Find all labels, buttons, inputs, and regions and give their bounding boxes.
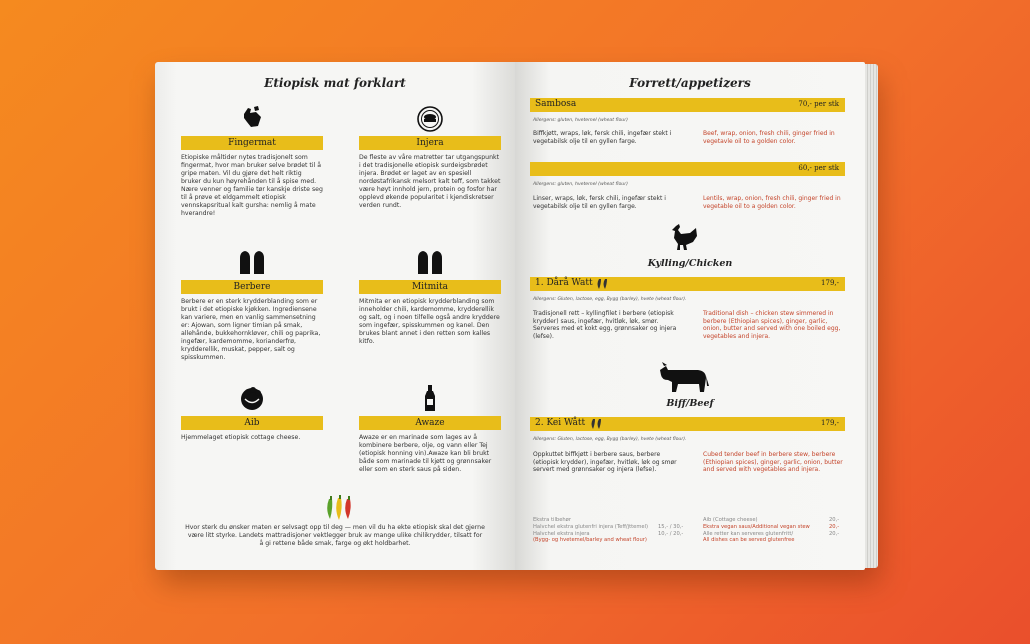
extras-row [703,531,843,538]
dish-desc-no: Linser, wraps, løk, fersk chili, ingefær stekt i vegetabilsk olje til en gyllen farge. [533,195,666,210]
injera-plate-icon [416,104,444,132]
extras-right [703,517,843,544]
extras-label: Halvchel ekstra glutenfri injera (Teff/jttemel) [533,523,649,530]
extras-label: Ekstra vegan saus/Additional vegan stew [703,523,810,530]
dish-name: Sambosa [535,99,577,109]
dish-desc-no: Biffkjøtt, wraps, løk, fersk chili, ingefær stekt i vegetabilsk olje til en gyllen farge. [533,130,672,145]
extras-label: (Bygg- og hvetemel/barley and wheat flour) [533,537,647,544]
item-injera [359,104,501,210]
item-desc: Berbere er en sterk krydderblanding som er brukt i det etiopiske kjøkken. Ingrediensene kan variere, men en vanlig sammensetning er: Ajowan, som ligner timian på smak, allehånde, bukkehornkløver, chili og paprika, ingefær, kardemomme, korianderfrø, krydderellik, muskat, pepper, salt og spisskummen. [181,298,321,361]
left-page [155,62,515,570]
dish-bar-sambosa [530,98,845,112]
extras-price: 10,- / 20,- [658,530,684,537]
extras-row [703,537,843,544]
item-title: Berbere [181,280,323,294]
allergen-text: Allergens: gluten, hvetemel (wheat flour) [533,118,628,123]
item-title: Awaze [359,416,501,430]
item-desc: Awaze er en marinade som lages av å kombinere berbere, olje, og vann eller Tej (etiopisk honning vin).Awaze kan bli brukt både som marinade til kjøtt og grønnsaker eller som en sterk saus på siden. [359,434,492,473]
allergen-text: Allergens: Gluten, lactose, egg, Bygg (barley), hvete (wheat flour). [533,297,687,302]
extras-price: 20,- [829,523,840,530]
item-mitmita [359,248,501,346]
chicken-icon [668,222,700,252]
extras-row [533,531,693,538]
section-title-chicken: Kylling/Chicken [647,258,733,269]
dish-desc-en: Traditional dish – chicken stew simmered in berbere (Ethiopian spices), ginger, garlic, onion, butter and served with one boiled egg, vegetables and injera. [703,310,841,340]
extras-row [533,524,693,531]
item-title: Fingermat [181,136,323,150]
right-page [515,62,865,570]
bull-icon [658,362,710,394]
extras-row [533,517,693,524]
dish-price: 70,- per stk [798,100,839,108]
dish-bar-kei [530,417,845,431]
extras-row [703,524,843,531]
dish-price: 179,- [821,419,839,427]
spicy-icon [590,418,604,430]
extras-price: 15,- / 30,- [658,523,684,530]
right-page-title: Forrett/appetizers [629,76,751,90]
extras-price: 20,- [829,517,840,523]
extras-label: Ekstra tilbehør [533,517,571,523]
item-desc: Mitmita er en etiopisk krydderblanding som inneholder chili, kardemomme, krydderellik og salt, og i noen tilfelle også andre kryddere som ingefær, spisskummen og kanel. Den brukes blant annet i den retten som kalles kitfo. [359,298,500,345]
item-fingermat [181,104,323,218]
allergen-text: Allergens: gluten, hvetemel (wheat flour) [533,182,628,187]
dish-desc-en: Cubed tender beef in berbere stew, berbere (Ethiopian spices), ginger, garlic, onion, butter and served with vegetables and injera. [703,451,843,473]
dish-bar-sambosa-veg [530,162,845,176]
extras-label: Halvchel ekstra injera [533,530,590,537]
item-desc: Hjemmelaget etiopisk cottage cheese. [181,434,301,441]
dish-name: 1. Dårå Watt [535,278,593,288]
item-title: Aib [181,416,323,430]
extras-row [703,517,843,524]
item-aib [181,384,323,442]
item-title: Mitmita [359,280,501,294]
spice-shakers-icon [416,248,444,276]
item-desc: De fleste av våre matretter tar utgangspunkt i det tradisjonelle etiopisk surdeigsbrødet injera. Brødet er laget av en spesiell nordøstafrikansk melsort kalt teff, som takket være høyt innhold jern, protein og fosfor har opplevd økende popularitet i kjendiskretser verden rundt. [359,154,501,209]
dish-desc-en: Lentils, wrap, onion, fresh chili, ginger fried in vegetable oil to a golden color. [703,195,841,210]
dish-desc-en: Beef, wrap, onion, fresh chili, ginger fried in vegetavle oil to a golden color. [703,130,835,145]
dish-desc-no: Oppkuttet biffkjøtt i berbere saus, berbere (etiopisk krydder), ingefær, hvitløk, løk og smør servert med grønnsaker og injera (lefse). [533,451,677,473]
spice-shakers-icon [238,248,266,276]
item-desc: Etiopiske måltider nytes tradisjonelt som fingermat, hvor man bruker selve brødet til å gripe maten. Vil du gjøre det helt riktig bruker du kun høyrehånden til å spise med. Nære venner og familie tør kanskje driste seg til å prøve et eldgammelt etiopisk vennskapsritual kalt gursha: nemlig å mate hverandre! [181,154,323,217]
item-title: Injera [359,136,501,150]
dish-bar-doro [530,277,845,291]
dish-price: 60,- per stk [798,164,839,172]
chili-peppers-icon [323,495,357,521]
extras-row [533,537,693,544]
dish-name: 2. Kei Wått [535,418,586,428]
left-page-title: Etiopisk mat forklart [264,76,406,90]
section-title-beef: Biff/Beef [666,398,714,409]
extras-price: 20,- [829,530,840,537]
dish-price: 179,- [821,279,839,287]
spice-footer-text: Hvor sterk du ønsker maten er selvsagt opp til deg — men vil du ha ekte etiopisk skal det gjerne være litt styrke. Landets mattradisjoner vektlegger bruk av mange ulike chilikrydder, tilsatt for å gi rettene både smak, farge og økt holdbarhet. [185,524,485,547]
extras-label: All dishes can be served glutenfree [703,537,795,544]
extras-label: Alle retter kan serveres glutenfritt/ [703,530,794,537]
cheese-bowl-icon [238,384,266,412]
hand-icon [238,104,266,132]
item-berbere [181,248,323,362]
spicy-icon [596,278,610,290]
extras-label: Aib (Cottage cheese) [703,517,758,523]
sauce-bottle-icon [416,384,444,412]
dish-desc-no: Tradisjonell rett – kyllingfilet i berbere (etiopisk krydder) saus, ingefær, hvitløk, løk, smør. Serveres med et kokt egg, grønnsaker og injera (lefse). [533,310,677,340]
allergen-text: Allergens: Gluten, lactose, egg, Bygg (barley), hvete (wheat flour). [533,437,687,442]
item-awaze [359,384,501,474]
extras-left [533,517,693,544]
